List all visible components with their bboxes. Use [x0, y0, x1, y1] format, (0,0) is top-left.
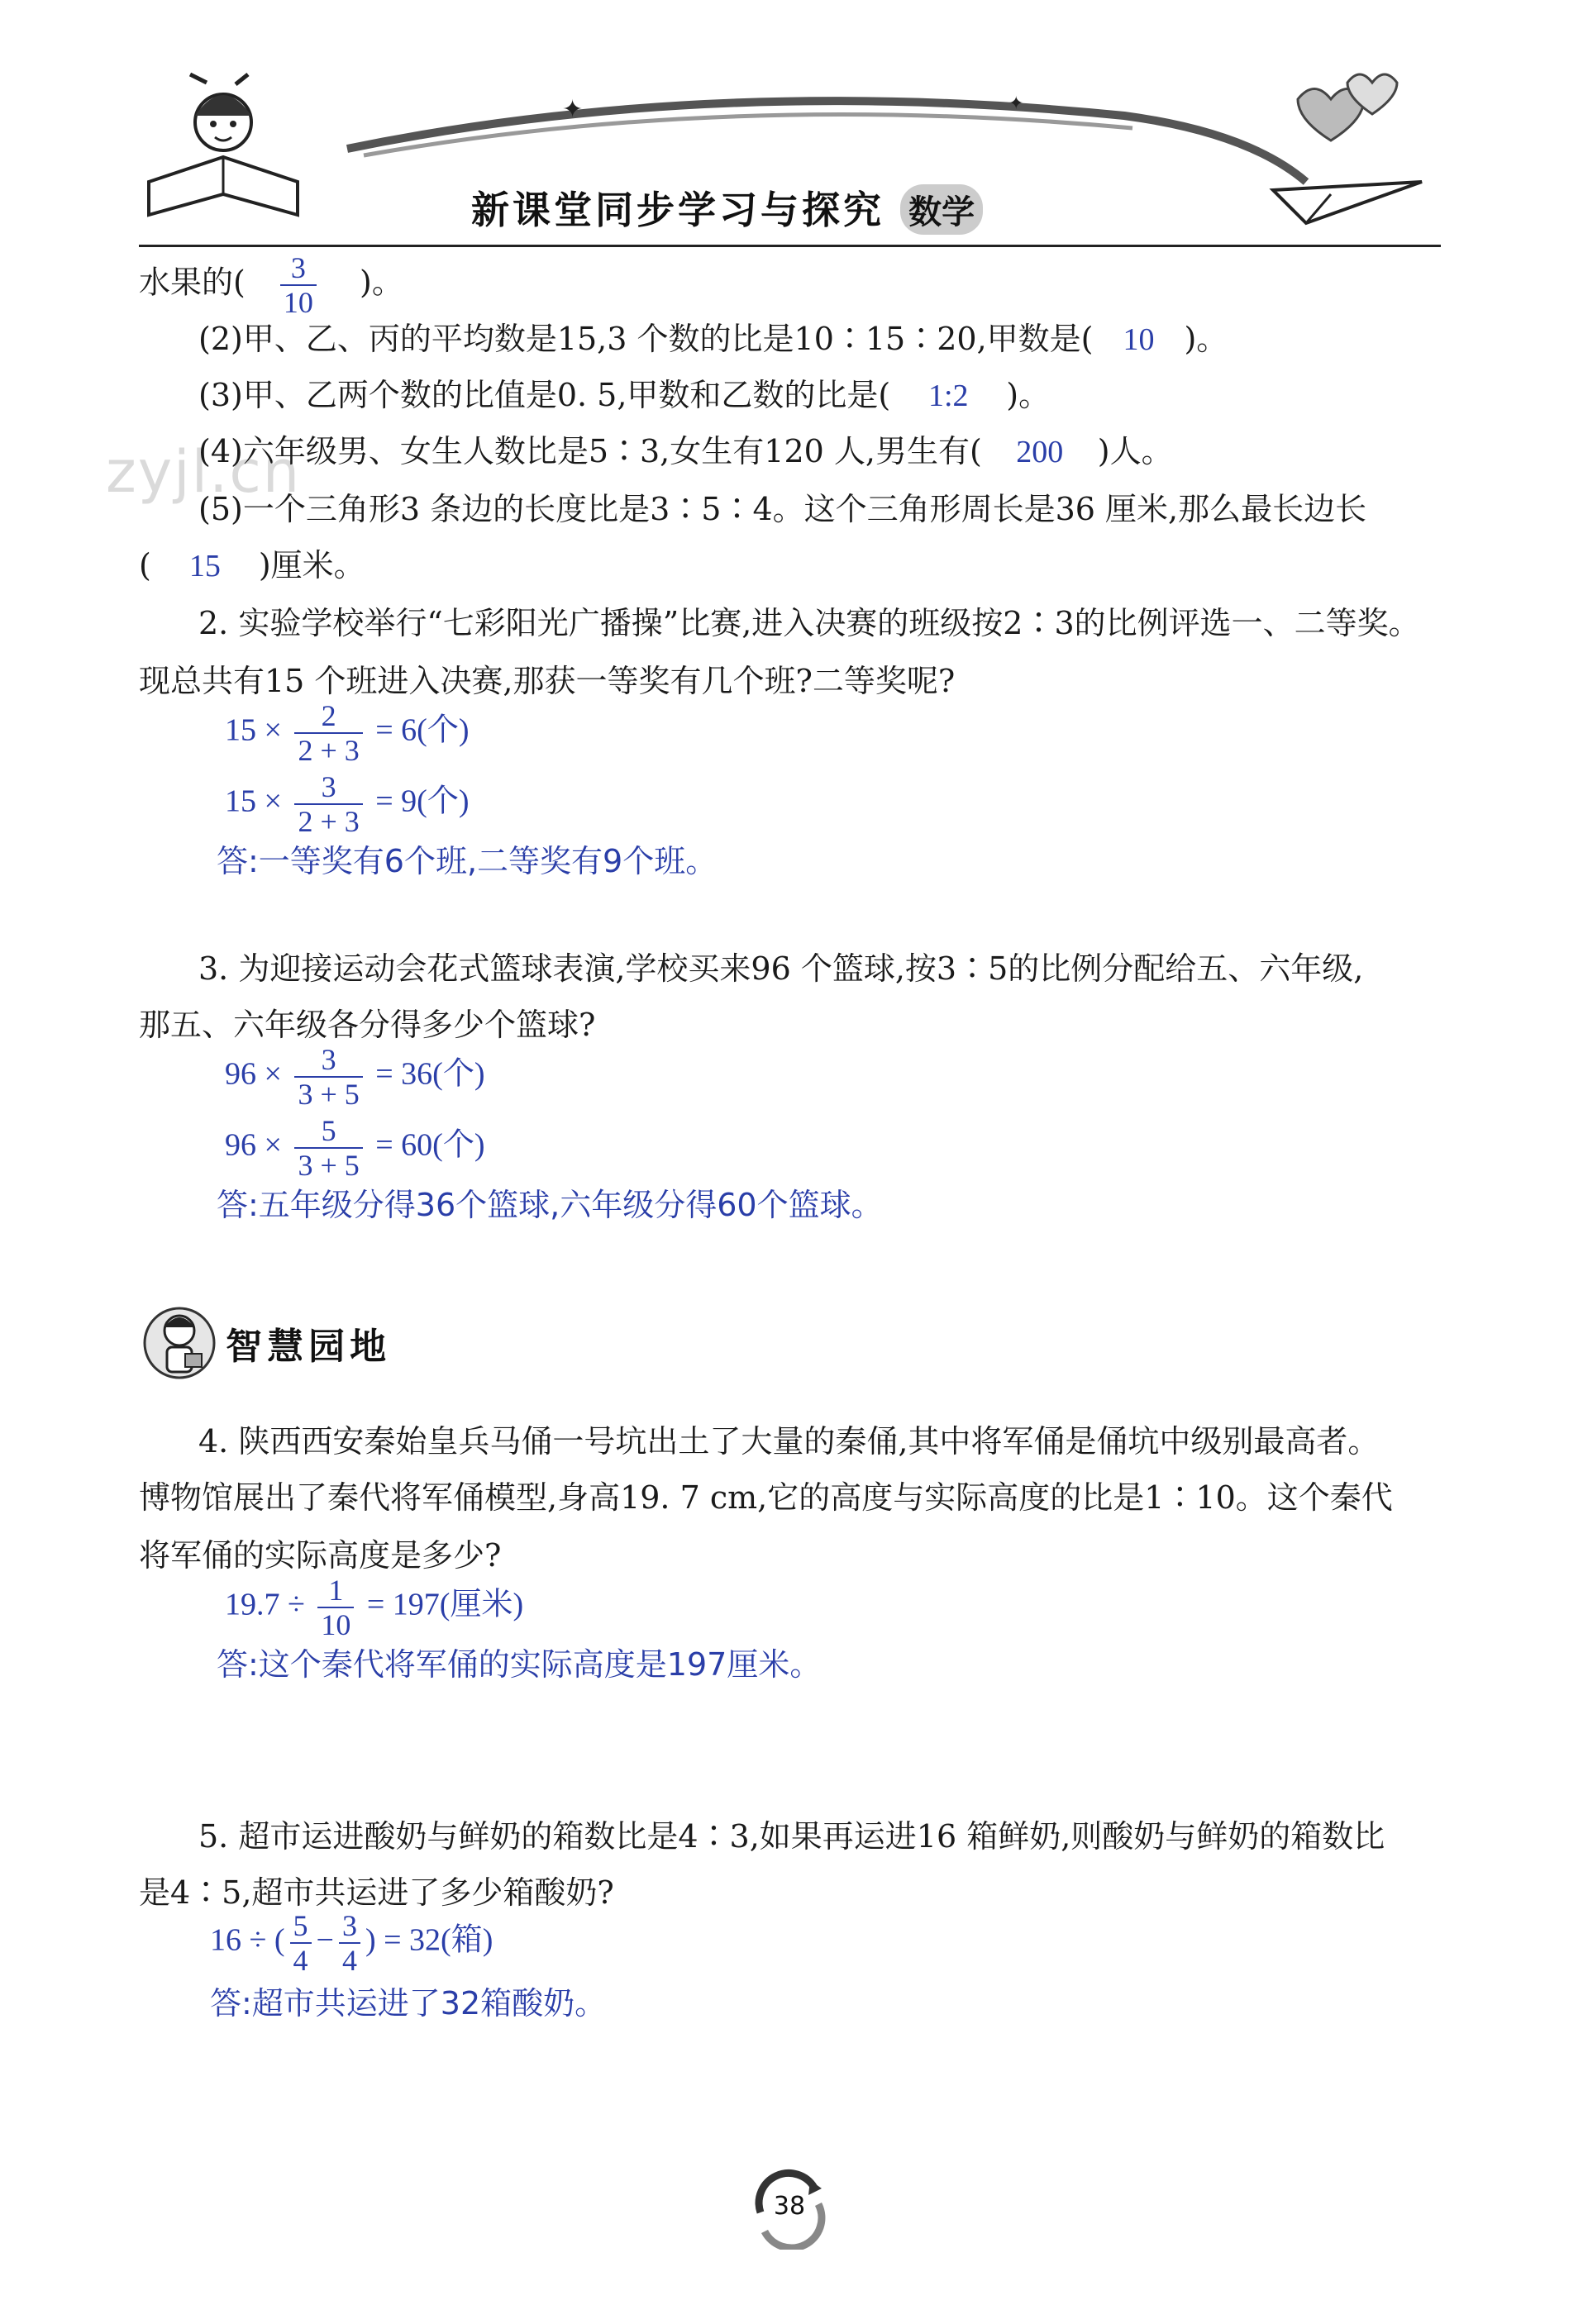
item-q2-answer: 10: [1123, 322, 1155, 357]
problem4-line3: 将军俑的实际高度是多少?: [139, 1537, 502, 1574]
fraction-denominator: 2 + 3: [298, 734, 360, 767]
fraction-denominator: 3 + 5: [298, 1149, 360, 1182]
item-q4-suffix: )人。: [1097, 433, 1173, 469]
item-line0-suffix: )。: [360, 264, 403, 301]
item-q2-suffix: )。: [1184, 321, 1228, 357]
section-header: [142, 1298, 391, 1388]
calc-rhs: = 6(个): [375, 712, 470, 748]
problem4-line2: 博物馆展出了秦代将军俑模型,身高19. 7 cm,它的高度与实际高度的比是1∶10。这个秦代: [139, 1479, 1393, 1516]
item-q3-text: (3)甲、乙两个数的比值是0. 5,甲数和乙数的比是(: [198, 377, 891, 413]
fraction-numerator: 2: [294, 699, 362, 734]
problem3-calc2: [225, 1114, 485, 1182]
problem3-line1: 3. 为迎接运动会花式篮球表演,学校买来96 个篮球,按3∶5的比例分配给五、六年级,: [198, 950, 1364, 987]
problem4-line1: 4. 陕西西安秦始皇兵马俑一号坑出土了大量的秦俑,其中将军俑是俑坑中级别最高者。: [198, 1423, 1380, 1460]
section-title: 智慧园地: [226, 1326, 392, 1368]
item-q4-answer: 200: [1016, 435, 1064, 469]
calc-lhs: 15 ×: [225, 712, 282, 748]
item-q3: [198, 375, 1050, 416]
header-title-row: [471, 180, 983, 235]
problem2-calc1: [225, 699, 470, 767]
calc-minus: −: [316, 1922, 334, 1958]
item-q2: [198, 319, 1228, 360]
fraction-numerator: 5: [294, 1114, 362, 1149]
fraction-numerator: 3: [280, 251, 317, 286]
item-q4: [198, 431, 1173, 472]
page-number: 38: [773, 2192, 806, 2221]
problem2-answer: 答:一等奖有6个班,二等奖有9个班。: [217, 843, 718, 879]
calc-rhs: = 9(个): [375, 783, 470, 819]
calc-fraction-1: [290, 1909, 312, 1977]
fraction-denominator: 2 + 3: [298, 805, 360, 838]
calc-fraction: [294, 770, 362, 838]
calc-lhs: 96 ×: [225, 1056, 282, 1092]
fraction-denominator: 10: [321, 1608, 351, 1641]
problem3-line2: 那五、六年级各分得多少个篮球?: [139, 1007, 596, 1043]
item-q3-suffix: )。: [1006, 377, 1051, 413]
problem2-line2: 现总共有15 个班进入决赛,那获一等奖有几个班?二等奖呢?: [139, 663, 956, 699]
calc-fraction-2: [339, 1909, 360, 1977]
problem5-line1: 5. 超市运进酸奶与鲜奶的箱数比是4∶3,如果再运进16 箱鲜奶,则酸奶与鲜奶的箱数比: [198, 1818, 1385, 1855]
item-q5-prefix: (: [139, 547, 151, 583]
problem5-answer: 答:超市共运进了32箱酸奶。: [210, 1985, 607, 2022]
fraction-denominator: 4: [341, 1944, 357, 1977]
fraction-numerator: 3: [294, 770, 362, 805]
problem4-answer: 答:这个秦代将军俑的实际高度是197厘米。: [217, 1646, 822, 1683]
calc-lhs: 96 ×: [225, 1127, 282, 1163]
problem5-line2: 是4∶5,超市共运进了多少箱酸奶?: [139, 1874, 614, 1911]
calc-lhs: 16 ÷ (: [210, 1922, 285, 1958]
calc-lhs: 19.7 ÷: [225, 1587, 305, 1622]
fraction-denominator: 10: [283, 286, 313, 319]
problem4-calc: [225, 1574, 523, 1641]
watermark: zyjl.cn: [106, 438, 302, 506]
problem3-calc1: [225, 1043, 485, 1111]
calc-fraction: [317, 1574, 354, 1641]
fraction-denominator: 3 + 5: [298, 1078, 360, 1111]
fraction-numerator: 1: [317, 1574, 354, 1608]
item-line0: [139, 251, 403, 319]
calc-fraction: [294, 1043, 362, 1111]
calc-rhs: = 197(厘米): [366, 1587, 524, 1622]
svg-text:✦: ✦: [1008, 93, 1024, 114]
header-rule: [139, 245, 1441, 247]
item-line0-prefix: 水果的(: [139, 264, 246, 301]
fraction-numerator: 3: [339, 1909, 360, 1944]
svg-text:✦: ✦: [562, 95, 584, 124]
calc-rhs: = 60(个): [375, 1127, 485, 1163]
item-q5-line1: (5)一个三角形3 条边的长度比是3∶5∶4。这个三角形周长是36 厘米,那么最长边长: [198, 491, 1367, 527]
item-q5-line2: [139, 545, 365, 586]
book-title: 新课堂同步学习与探究: [471, 188, 884, 232]
problem5-calc: [210, 1909, 493, 1977]
fraction-numerator: 3: [294, 1043, 362, 1078]
subject-badge: 数学: [900, 184, 983, 235]
item-q5-answer: 15: [188, 549, 221, 583]
calc-lhs: 15 ×: [225, 783, 282, 819]
item-q4-text: (4)六年级男、女生人数比是5∶3,女生有120 人,男生有(: [198, 433, 982, 469]
calc-rhs: ) = 32(箱): [365, 1922, 493, 1958]
problem2-calc2: [225, 770, 470, 838]
page-number-badge: [744, 2167, 835, 2250]
item-q5-suffix: )厘米。: [258, 547, 365, 583]
item-q2-text: (2)甲、乙、丙的平均数是15,3 个数的比是10∶15∶20,甲数是(: [198, 321, 1094, 357]
calc-rhs: = 36(个): [375, 1056, 485, 1092]
calc-fraction: [294, 1114, 362, 1182]
item-q3-answer: 1:2: [927, 379, 969, 413]
fraction-numerator: 5: [290, 1909, 312, 1944]
problem2-line1: 2. 实验学校举行“七彩阳光广播操”比赛,进入决赛的班级按2∶3的比例评选一、二等奖。: [198, 605, 1420, 641]
item-line0-answer: [280, 251, 317, 319]
problem3-answer: 答:五年级分得36个篮球,六年级分得60个篮球。: [217, 1187, 883, 1223]
fraction-denominator: 4: [293, 1944, 308, 1977]
calc-fraction: [294, 699, 362, 767]
student-mascot-icon: [142, 1298, 217, 1388]
